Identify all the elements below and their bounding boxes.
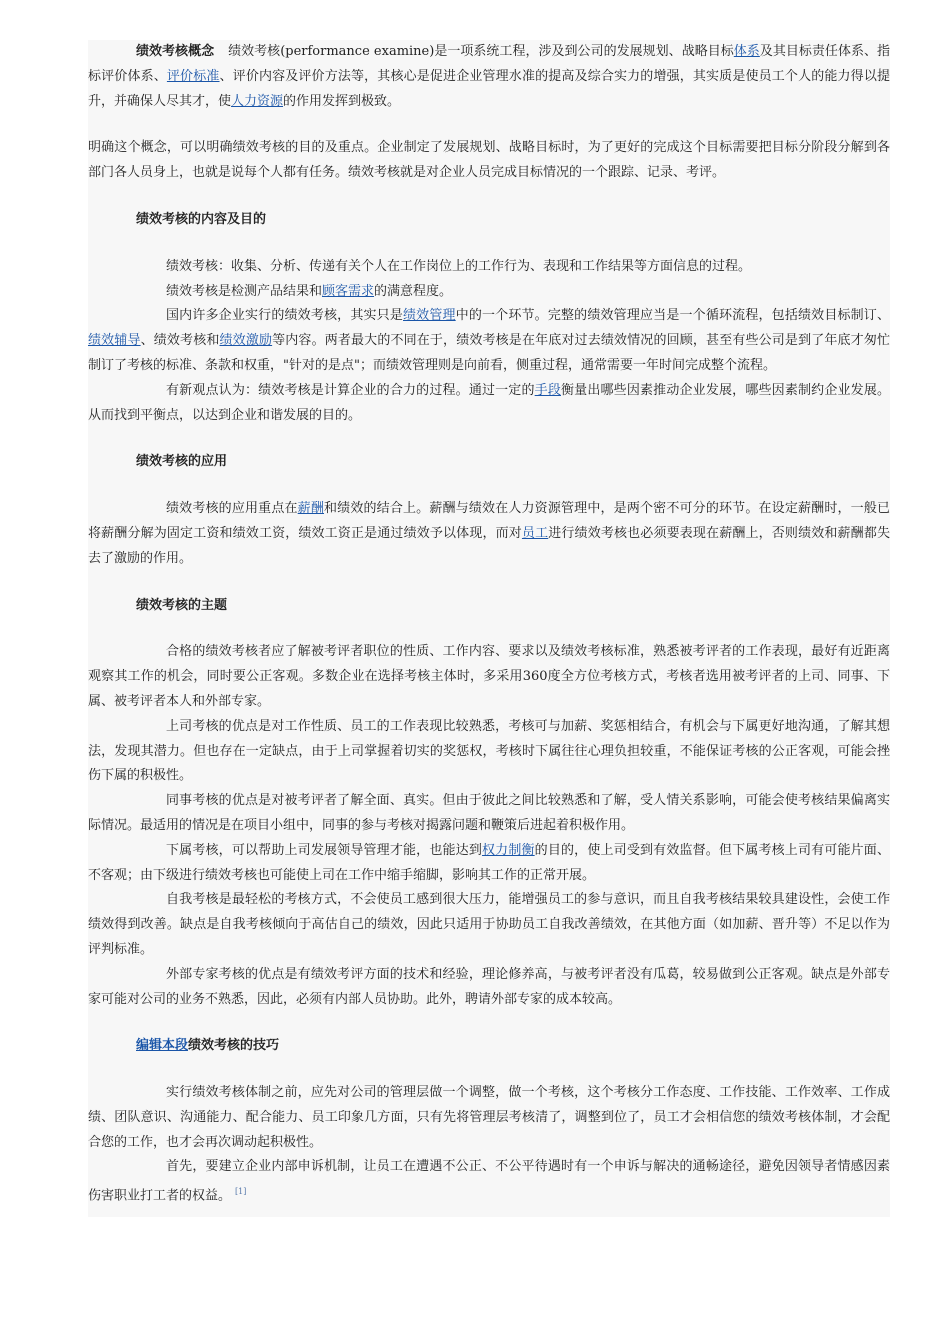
link-shouduan[interactable]: 手段 [534, 382, 561, 398]
intro-paragraph: 绩效考核概念 绩效考核(performance examine)是一项系统工程，涉及到公司的发展规划、战略目标体系及其目标责任体系、指标评价体系、评价标准、评价内容及评价方法等，其核心是促进企业管理水准的提高及综合实力的增强，其实质是使员工个人的能力得以提升，并确保人尽其才，使人力资源的作用发挥到极致。 [88, 44, 890, 109]
document-page [88, 40, 890, 1217]
subject-paragraph-4: 下属考核，可以帮助上司发展领导管理才能，也能达到权力制衡的目的，使上司受到有效监督。但下属考核上司有可能片面、不客观；由下级进行绩效考核也可能使上司在工作中缩手缩脚，影响其工作的正常开展。 [88, 842, 890, 883]
edit-section-link[interactable]: 编辑本段 [136, 1038, 189, 1054]
section-heading-application: 绩效考核的应用 [136, 454, 228, 470]
section-heading-tips: 编辑本段绩效考核的技巧 [136, 1038, 280, 1054]
tips-paragraph-2: 首先，要建立企业内部申诉机制，让员工在遭遇不公正、不公平待遇时有一个申诉与解决的通畅途径，避免因领导者情感因素伤害职业打工者的权益。 [1] [88, 1159, 890, 1204]
application-paragraph: 绩效考核的应用重点在薪酬和绩效的结合上。薪酬与绩效在人力资源管理中，是两个密不可分的环节。在设定薪酬时，一般已将薪酬分解为固定工资和绩效工资，绩效工资正是通过绩效予以体现，而对员工进行绩效考核也必须要表现在薪酬上，否则绩效和薪酬都失去了激励的作用。 [88, 501, 890, 566]
content-paragraph-4: 有新观点认为：绩效考核是计算企业的合力的过程。通过一定的手段衡量出哪些因素推动企业发展，哪些因素制约企业发展。从而找到平衡点，以达到企业和谐发展的目的。 [88, 382, 890, 423]
subject-paragraph-1: 合格的绩效考核者应了解被考评者职位的性质、工作内容、要求以及绩效考核标准，熟悉被考评者的工作表现，最好有近距离观察其工作的机会，同时要公正客观。多数企业在选择考核主体时，多采用360度全方位考核方式，考核者选用被考评者的上司、同事、下属、被考评者本人和外部专家。 [88, 644, 890, 709]
link-jixiao-jili[interactable]: 绩效激励 [219, 333, 273, 349]
reference-marker[interactable]: [1] [235, 1187, 247, 1197]
link-tixi[interactable]: 体系 [733, 44, 760, 59]
content-paragraph-1: 绩效考核：收集、分析、传递有关个人在工作岗位上的工作行为、表现和工作结果等方面信息的过程。 [166, 258, 752, 274]
subject-paragraph-2: 上司考核的优点是对工作性质、员工的工作表现比较熟悉，考核可与加薪、奖惩相结合，有机会与下属更好地沟通，了解其想法，发现其潜力。但也存在一定缺点，由于上司掌握着切实的奖惩权，考核时下属往往心理负担较重，不能保证考核的公正客观，可能会挫伤下属的积极性。 [88, 718, 890, 784]
section-heading-content: 绩效考核的内容及目的 [136, 211, 267, 227]
content-paragraph-3: 国内许多企业实行的绩效考核，其实只是绩效管理中的一个环节。完整的绩效管理应当是一个循环流程，包括绩效目标制订、绩效辅导、绩效考核和绩效激励等内容。两者最大的不同在于，绩效考核是在年底对过去绩效情况的回顾，甚至有些公司是到了年底才匆忙制订了考核的标准、条款和权重，"针对的是点"；而绩效管理则是向前看，侧重过程，通常需要一年时间完成整个流程。 [88, 308, 890, 373]
concept-paragraph: 明确这个概念，可以明确绩效考核的目的及重点。企业制定了发展规划、战略目标时，为了更好的完成这个目标需要把目标分阶段分解到各部门各人员身上，也就是说每个人都有任务。绩效考核就是对企业人员完成目标情况的一个跟踪、记录、考评。 [88, 140, 890, 181]
link-quanli-zhiheng[interactable]: 权力制衡 [481, 842, 535, 858]
link-guke-xuqiu[interactable]: 顾客需求 [322, 283, 375, 299]
link-yuangong[interactable]: 员工 [521, 525, 549, 541]
link-jixiao-fudao[interactable]: 绩效辅导 [88, 333, 141, 349]
link-xinchou[interactable]: 薪酬 [297, 501, 325, 517]
content-paragraph-2: 绩效考核是检测产品结果和顾客需求的满意程度。 [166, 283, 453, 299]
section-heading-subject: 绩效考核的主题 [136, 597, 228, 613]
link-pingjia-biaozhun[interactable]: 评价标准 [166, 68, 220, 84]
subject-paragraph-6: 外部专家考核的优点是有绩效考评方面的技术和经验，理论修养高，与被考评者没有瓜葛，较易做到公正客观。缺点是外部专家可能对公司的业务不熟悉，因此，必须有内部人员协助。此外，聘请外部专家的成本较高。 [88, 966, 890, 1007]
link-jixiao-guanli[interactable]: 绩效管理 [403, 308, 456, 324]
link-renli-ziyuan[interactable]: 人力资源 [231, 93, 284, 109]
subject-paragraph-3: 同事考核的优点是对被考评者了解全面、真实。但由于彼此之间比较熟悉和了解，受人情关系影响，可能会使考核结果偏离实际情况。最适用的情况是在项目小组中，同事的参与考核对揭露问题和鞭策后进起着积极作用。 [88, 793, 890, 833]
subject-paragraph-5: 自我考核是最轻松的考核方式，不会使员工感到很大压力，能增强员工的参与意识，而且自我考核结果较具建设性，会使工作绩效得到改善。缺点是自我考核倾向于高估自己的绩效，因此只适用于协助员工自我改善绩效，在其他方面（如加薪、晋升等）不足以作为评判标准。 [88, 892, 890, 957]
intro-label: 绩效考核概念 [136, 44, 215, 59]
tips-paragraph-1: 实行绩效考核体制之前，应先对公司的管理层做一个调整，做一个考核，这个考核分工作态度、工作技能、工作效率、工作成绩、团队意识、沟通能力、配合能力、员工印象几方面，只有先将管理层考核清了，调整到位了，员工才会相信您的绩效考核体制，才会配合您的工作，也才会再次调动起积极性。 [88, 1085, 890, 1150]
